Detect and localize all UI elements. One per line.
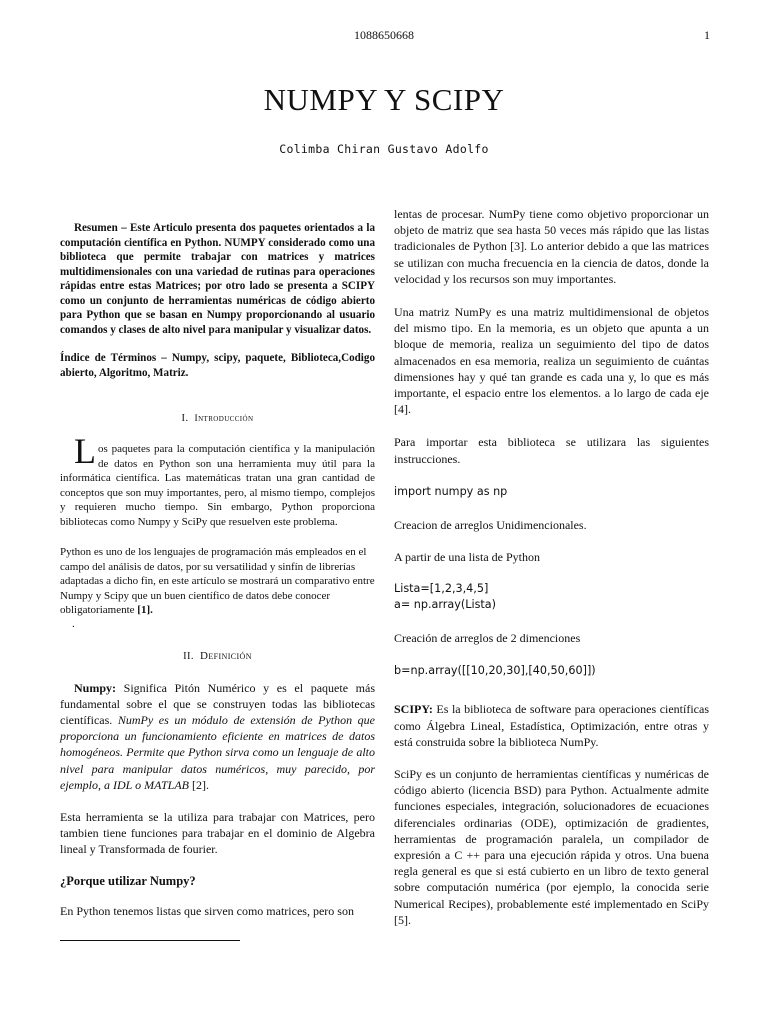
matrices-paragraph: Esta herramienta se la utiliza para trabajar con Matrices, pero tambien tiene funciones para trabajar en el dominio de Algebra lineal y Transformada de fourier. bbox=[60, 809, 375, 857]
code-2d-array: b=np.array([[10,20,30],[40,50,60]]) bbox=[394, 664, 596, 678]
scipy-definition: SCIPY: Es la biblioteca de software para operaciones científicas como Álgebra Lineal, Estadística, Optimización, entre otras y está construida sobre la biblioteca NumPy. bbox=[394, 702, 709, 749]
code-import: import numpy as np bbox=[394, 484, 508, 498]
code-array: a= np.array(Lista) bbox=[394, 598, 497, 612]
footnote-rule bbox=[60, 940, 240, 941]
right-paragraph-6: Creación de arreglos de 2 dimenciones bbox=[394, 631, 581, 646]
why-numpy-heading: ¿Porque utilizar Numpy? bbox=[60, 873, 196, 888]
abstract: Resumen – Este Articulo presenta dos paquetes orientados a la computación científica en Python. NUMPY considerado como una biblioteca que permite trabajar con matrices y matrices multidimensionales con una variedad de rutinas para operaciones rápidas entre estas Matrices; por otro lado se presenta a SCIPY como un conjunto de herramientas numéricas de código abierto para Python que se basan en Numpy proporcionando al usuario comandos y clases de alto nivel para manipular y visualizar datos. bbox=[60, 222, 375, 336]
right-paragraph-4: Creacion de arreglos Unidimencionales. bbox=[394, 517, 587, 532]
right-paragraph-1: lentas de procesar. NumPy tiene como objetivo proporcionar un objeto de matriz que sea hasta 50 veces más rápido que las listas tradicionales de Python [3]. Lo anterior debido a que las matrices se utilizan con mucha frecuencia en la ciencia de datos, donde la velocidad y los recursos son muy importantes. bbox=[394, 207, 709, 286]
right-paragraph-5: A partir de una lista de Python bbox=[394, 550, 540, 565]
intro-paragraph-1: Los paquetes para la computación científica y la manipulación de datos en Python son una herramienta muy útil para la informática científica. Las matemáticas tratan una gran cantidad de conceptos que son muy importantes, pero, al mismo tiempo, complejos y requieren mucho tiempo. Sin embargo, Python proporciona bibliotecas como Numpy y SciPy que resuelven este problema. bbox=[60, 431, 375, 528]
section-heading-introduction: I. Introducción bbox=[181, 413, 254, 424]
right-column bbox=[394, 206, 709, 928]
right-paragraph-3: Para importar esta biblioteca se utilizara las siguientes instrucciones. bbox=[394, 435, 709, 466]
index-terms: Índice de Términos – Numpy, scipy, paquete, Biblioteca,Codigo abierto, Algoritmo, Matriz. bbox=[60, 352, 375, 379]
stray-dot: . bbox=[72, 617, 75, 630]
paper-title: NUMPY Y SCIPY bbox=[263, 82, 505, 117]
scipy-paragraph: SciPy es un conjunto de herramientas científicas y numéricas de código abierto (licencia BSD) para Python. Actualmente admite funciones especiales, integración, solucionadores de ecuaciones diferenciales ordinarias (ODE), optimización de gradientes, herramientas de programación paralela, un compilador de expresión a C ++ para una ejecución rápida y otros. Una buena regla general es que si está cubierto en un libro de texto general sobre computación numérica (por ejemplo, la conocida serie Numerical Recipes), probablemente esté implementado en SciPy [5]. bbox=[394, 767, 709, 927]
right-paragraph-2: Una matriz NumPy es una matriz multidimensional de objetos del mismo tipo. En la memoria, es un objeto que apunta a un bloque de memoria, realiza un seguimiento del tipo de datos almacenados en esa memoria, realiza un seguimiento de cuántas dimensiones hay y qué tan grande es cada una y, lo que es más importante, el espacio entre los elementos. a lo largo de cada eje [4]. bbox=[394, 305, 709, 417]
section-heading-definicion: II. Definición bbox=[183, 649, 252, 662]
drop-cap: L bbox=[74, 431, 96, 471]
numpy-definition: Numpy: Significa Pitón Numérico y es el paquete más fundamental sobre el que se construyen todas las bibliotecas científicas. NumPy es un módulo de extensión de Python que proporciona un funcionamiento eficiente en matrices de datos homogéneos. Permite que Python sirva como un lenguaje de alto nivel para manipular datos numéricos, muy parecido, por ejemplo, a IDL o MATLAB [2]. bbox=[60, 680, 375, 792]
left-column bbox=[60, 221, 375, 919]
code-list: Lista=[1,2,3,4,5] bbox=[394, 582, 489, 596]
intro-paragraph-2: Python es uno de los lenguajes de programación más empleados en el campo del análisis de datos, por su versatilidad y sinfín de librerías adaptadas a dicho fin, en este artículo se mostrará un comparativo entre Numpy y Scipy que un buen científico de datos debe conocer obligatoriamente [1]. bbox=[60, 546, 375, 616]
why-numpy-text: En Python tenemos listas que sirven como matrices, pero son bbox=[60, 903, 354, 918]
header-id: 1088650668 bbox=[354, 28, 414, 42]
page-number: 1 bbox=[704, 28, 710, 42]
author: Colimba Chiran Gustavo Adolfo bbox=[279, 142, 489, 156]
